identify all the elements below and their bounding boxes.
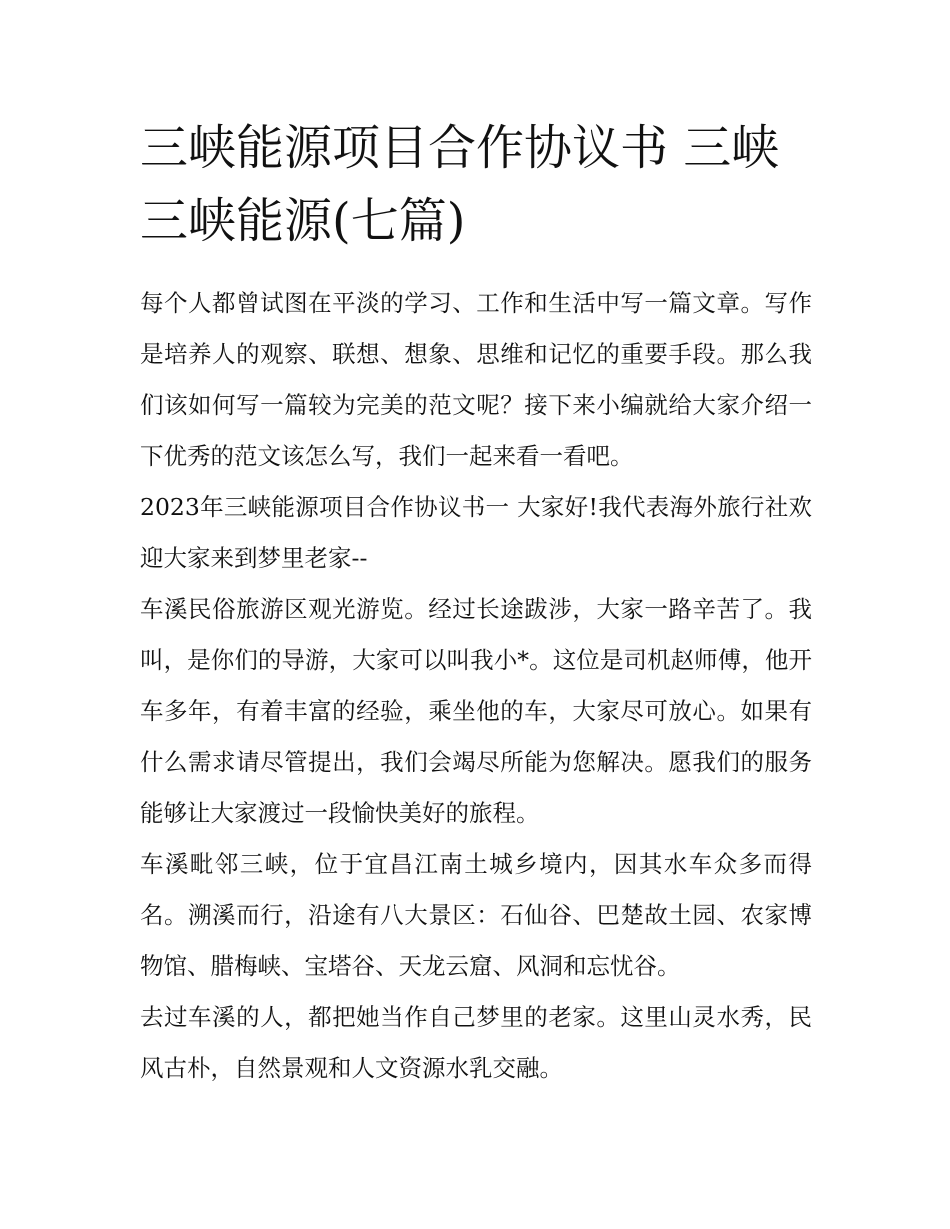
paragraph-chexi-hometown: 去过车溪的人，都把她当作自己梦里的老家。这里山灵水秀，民风古朴，自然景观和人文资源水乳交融。: [140, 1003, 812, 1082]
document-title: [140, 112, 820, 258]
document-body: [140, 278, 812, 1094]
paragraph-heading-greeting: 2023年三峡能源项目合作协议书一 大家好!我代表海外旅行社欢迎大家来到梦里老家--: [140, 493, 812, 572]
title-line-2: 三峡能源(七篇): [140, 193, 466, 249]
title-line-1: 三峡能源项目合作协议书 三峡: [140, 120, 780, 176]
paragraph-chexi-location: 车溪毗邻三峡，位于宜昌江南土城乡境内，因其水车众多而得名。溯溪而行，沿途有八大景区：石仙谷、巴楚故土园、农家博物馆、腊梅峡、宝塔谷、天龙云窟、风洞和忘忧谷。: [140, 850, 812, 980]
paragraph-intro: 每个人都曾试图在平淡的学习、工作和生活中写一篇文章。写作是培养人的观察、联想、想象、思维和记忆的重要手段。那么我们该如何写一篇较为完美的范文呢？接下来小编就给大家介绍一下优秀的范文该怎么写，我们一起来看一看吧。: [140, 289, 812, 470]
paragraph-tour-guide-intro: 车溪民俗旅游区观光游览。经过长途跋涉，大家一路辛苦了。我叫，是你们的导游，大家可以叫我小*。这位是司机赵师傅，他开车多年，有着丰富的经验，乘坐他的车，大家尽可放心。如果有什么需求请尽管提出，我们会竭尽所能为您解决。愿我们的服务能够让大家渡过一段愉快美好的旅程。: [140, 595, 812, 827]
